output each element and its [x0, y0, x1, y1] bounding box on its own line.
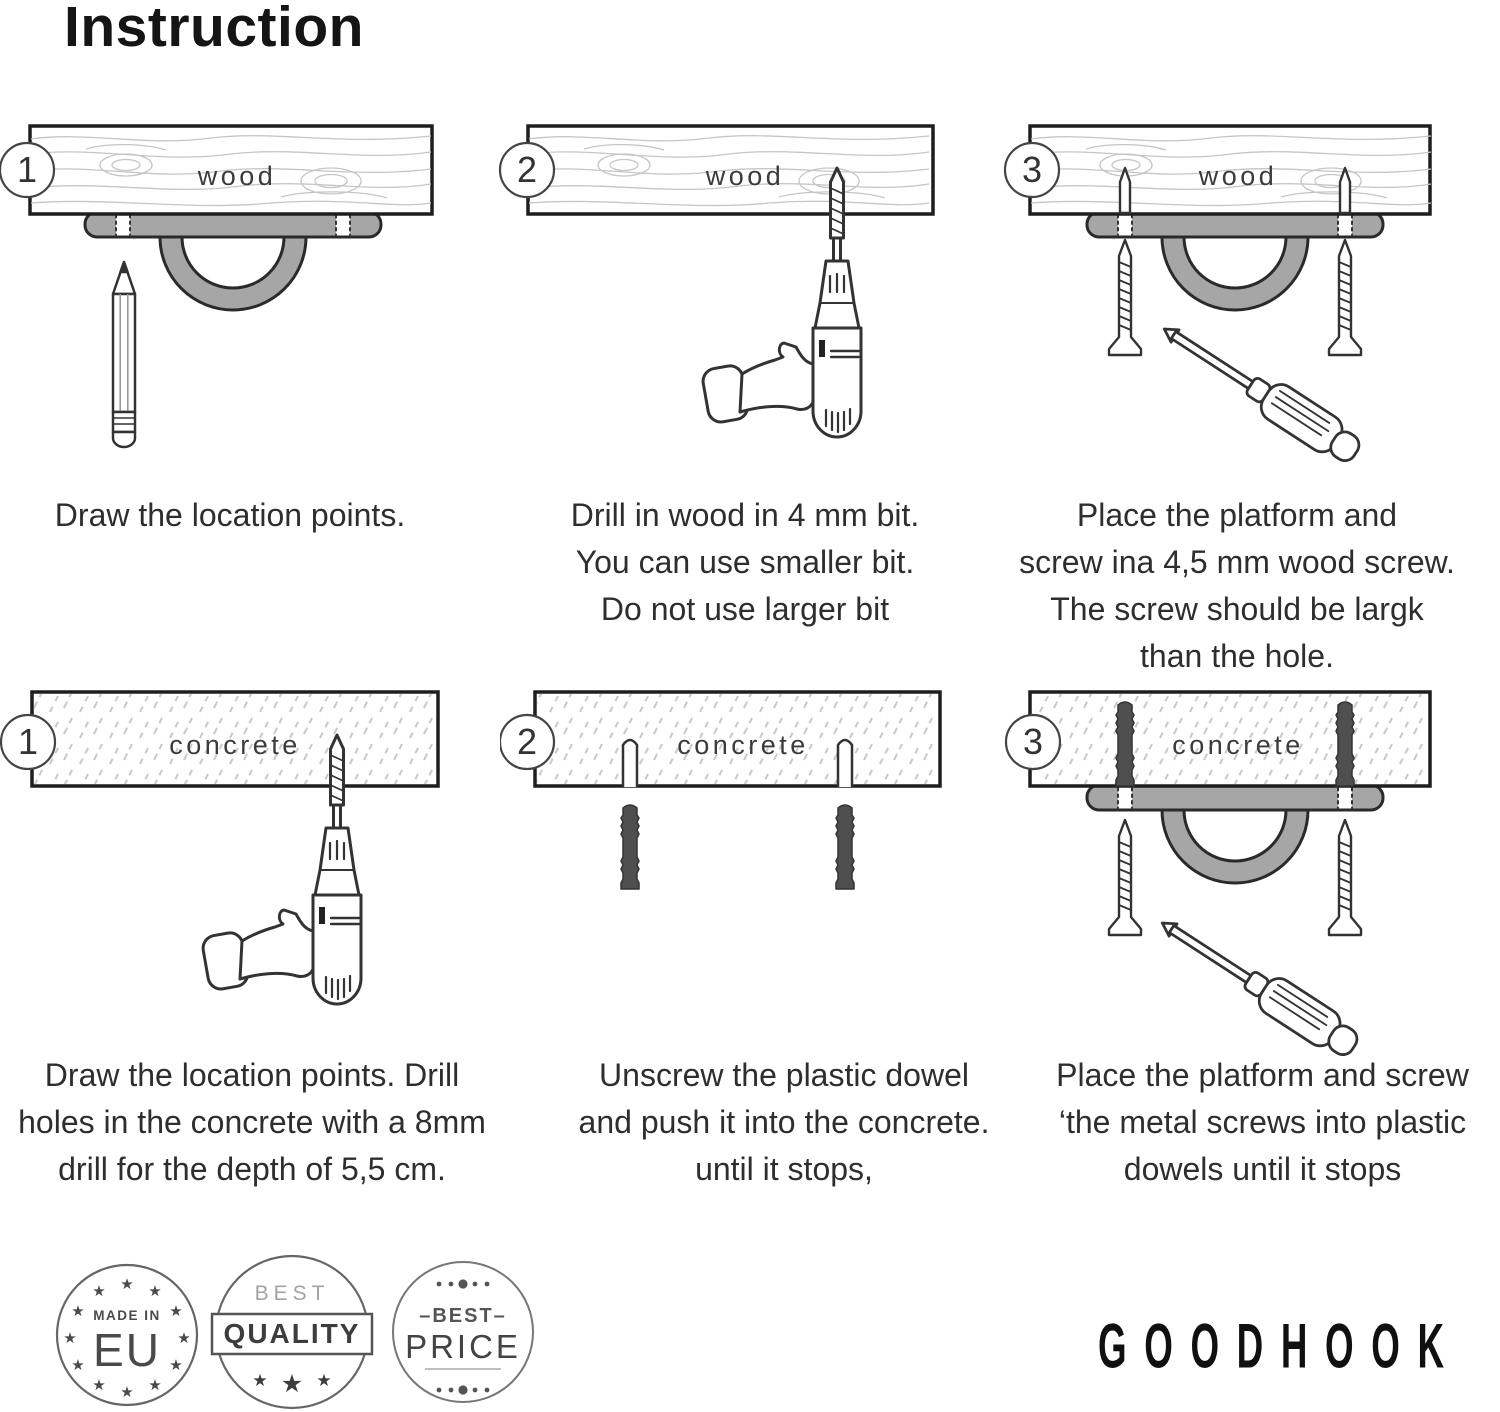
caption-wood-step1: Draw the location points. [54, 497, 406, 533]
material-label: concrete [1172, 730, 1304, 760]
svg-text:★: ★ [120, 1276, 134, 1293]
svg-text:★: ★ [148, 1377, 162, 1394]
badge-best-quality [212, 1256, 372, 1408]
svg-text:★: ★ [280, 1370, 304, 1398]
step-number: 2 [516, 721, 538, 762]
step-number: 1 [17, 721, 39, 762]
step-number: 1 [16, 149, 38, 190]
material-label: wood [197, 161, 277, 191]
material-label: wood [1198, 161, 1278, 191]
badge-main-label: QUALITY [223, 1318, 361, 1349]
svg-text:★: ★ [177, 1330, 191, 1347]
diagram-concrete-step3 [990, 688, 1470, 1058]
diagram-wood-step3 [990, 122, 1470, 477]
diagram-wood-step2 [495, 122, 965, 477]
pencil-icon [113, 262, 135, 447]
screw-icon [1109, 240, 1141, 355]
step-number: 3 [1021, 149, 1043, 190]
page-title: Instruction [64, 0, 364, 59]
svg-text:★: ★ [316, 1371, 332, 1390]
material-label: wood [705, 161, 785, 191]
badge-top-label: BEST [254, 1282, 330, 1305]
badge-main-label: PRICE [405, 1328, 521, 1365]
step-number: 3 [1022, 721, 1044, 762]
caption-concrete-step1: Draw the location points. Drill holes in the concrete with a 8mm drill for the depth of 5,5 cm. [18, 1057, 486, 1187]
screwdriver-icon [1154, 313, 1366, 470]
svg-text:★: ★ [71, 1357, 85, 1374]
dowel-icon [836, 805, 854, 889]
screw-icon [1109, 820, 1141, 935]
badge-main-label: EU [93, 1324, 161, 1376]
badge-best-price [393, 1262, 533, 1402]
svg-text:★: ★ [169, 1357, 183, 1374]
diagram-wood-step1 [0, 122, 470, 477]
svg-text:★: ★ [63, 1330, 77, 1347]
badge-top-label: MADE IN [93, 1308, 161, 1323]
caption-wood-step2: Drill in wood in 4 mm bit. You can use smaller bit. Do not use larger bit [570, 497, 920, 627]
svg-text:★: ★ [71, 1303, 85, 1320]
svg-text:★: ★ [148, 1283, 162, 1300]
step-number: 2 [516, 149, 538, 190]
badge-made-in-eu [57, 1265, 197, 1405]
diagram-concrete-step1 [0, 688, 470, 1058]
caption-concrete-step3: Place the platform and screw ‘the metal screws into plastic dowels until it stops [1056, 1057, 1469, 1187]
caption-concrete-step2: Unscrew the plastic dowel and push it into the concrete. until it stops, [578, 1057, 990, 1187]
material-label: concrete [677, 730, 809, 760]
svg-text:★: ★ [92, 1283, 106, 1300]
caption-wood-step3: Place the platform and screw ina 4,5 mm wood screw. The screw should be largk than the hole. [1019, 497, 1455, 674]
screw-icon [1329, 820, 1361, 935]
material-label: concrete [169, 730, 301, 760]
screw-icon [1329, 240, 1361, 355]
svg-text:★: ★ [252, 1371, 268, 1390]
svg-text:★: ★ [169, 1303, 183, 1320]
svg-text:★: ★ [120, 1384, 134, 1401]
badge-top-label: –BEST– [419, 1305, 507, 1327]
badges-row [40, 1250, 560, 1412]
svg-text:★: ★ [92, 1377, 106, 1394]
brand-logo: GOODHOOK [1098, 1309, 1462, 1382]
diagram-concrete-step2 [500, 688, 970, 1058]
dowel-icon [621, 805, 639, 889]
